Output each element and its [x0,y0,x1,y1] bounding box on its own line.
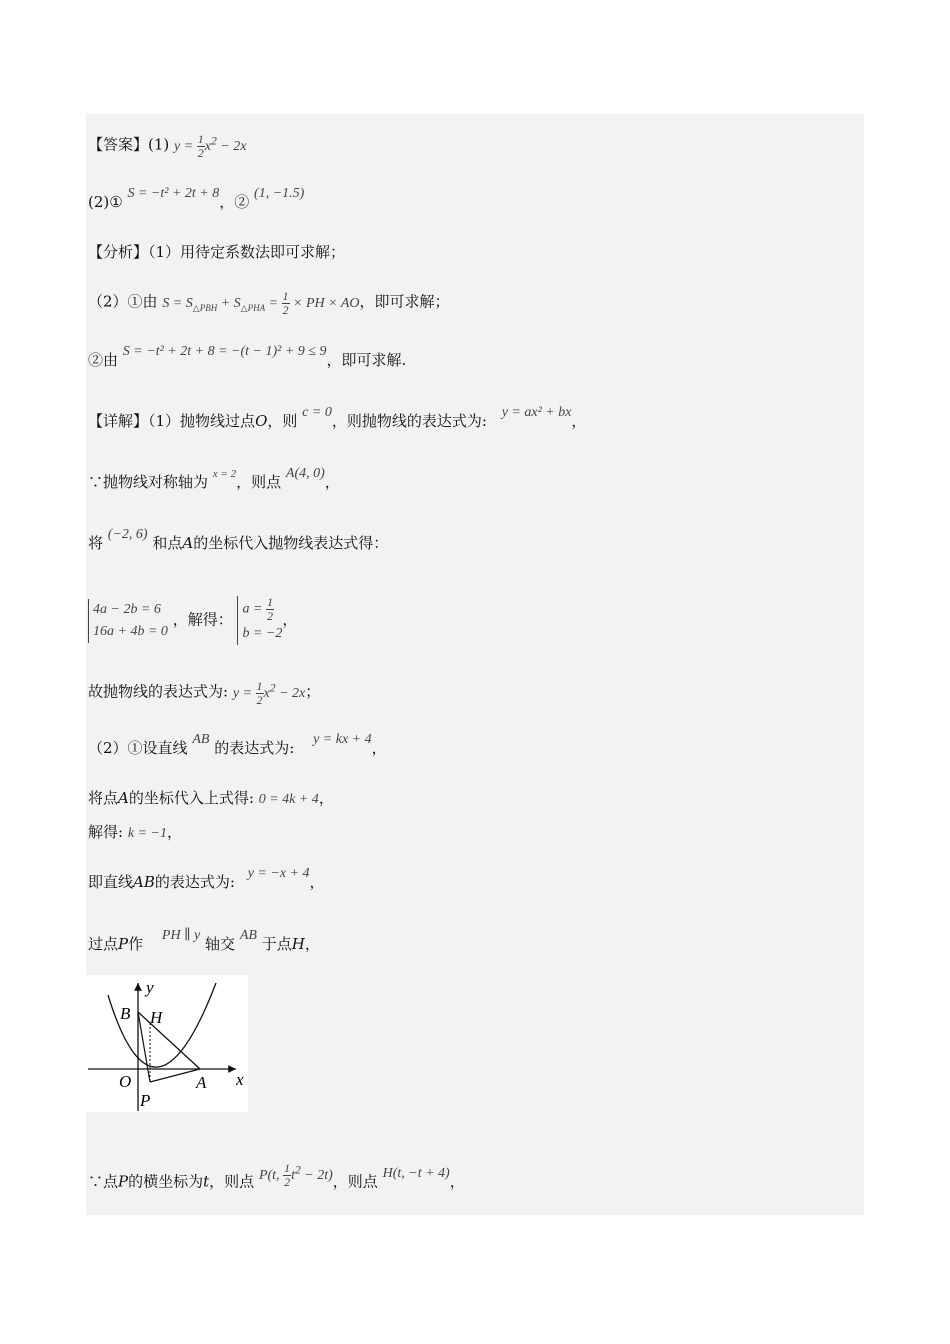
detail-line-7: 将点A的坐标代入上式得: 0 = 4k + 4， [88,789,334,807]
detail-line-10: 过点P作 PH ∥ y 轴交 AB 于点H， [88,928,320,953]
analysis-formula-2: S = −t² + 2t + 8 = −(t − 1)² + 9 ≤ 9 [122,344,327,359]
detail-label: 【详解】 [88,412,149,430]
answer-formula-3: (1, −1.5) [254,186,305,201]
label-y: y [146,978,154,997]
analysis-line-1: 【分析】（1）用待定系数法即可求解； [88,243,346,261]
line-ab [138,1012,200,1069]
answer-label: 【答案】 [88,135,149,154]
label-o: O [119,1072,132,1091]
label-b: B [120,1004,131,1023]
detail-line-6: （2）①设直线 AB 的表达式为: y = kx + 4， [88,732,387,757]
detail-line-9: 即直线AB的表达式为: y = −x + 4， [88,866,325,891]
label-p: P [140,1091,151,1110]
parabola-formula: y = $\frac{1}{2}$ $x^2 - 2x$ [232,678,306,707]
figure-svg [86,975,248,1112]
detail-line-11: ∵点P的横坐标为t，则点 P(t, $\frac{1}{2}$ $t^2 - 2t$)，则点 H(t, −t + 4)， [88,1160,465,1191]
parabola-figure [86,975,248,1112]
label-h: H [150,1008,163,1027]
label-x: x [236,1070,244,1089]
answer-line-2: (2)① S = −t² + 2t + 8，② (1, −1.5) [88,186,305,211]
segment-bp [138,1012,150,1082]
analysis-line-3: ②由 S = −t² + 2t + 8 = −(t − 1)² + 9 ≤ 9，即可求解. [88,344,407,369]
answer-formula-1: y = $\frac{1}{2}$ $x^2 - 2x$ [174,131,247,160]
equation-system-2: a = $\frac{1}{2}$ b = −2 [237,596,282,645]
detail-line-8: 解得: k = −1， [88,823,182,841]
analysis-label: 【分析】 [88,243,149,261]
answer-line-1: 【答案】(1) y = $\frac{1}{2}$ $x^2 - 2x$ [88,131,247,160]
analysis-line-2: （2）①由 $S = S_{\triangle PBH} + S_{\triangle PHA}$ = $\frac{1}{2}$ × PH × AO，即可求解； [88,289,450,317]
detail-line-1: 【详解】（1）抛物线过点O，则 c = 0，则抛物线的表达式为: y = ax² + bx， [88,405,587,430]
answer-formula-2: S = −t² + 2t + 8 [127,186,220,201]
equation-system-1: 4a − 2b = 6 16a + 4b = 0 [88,599,168,643]
point-p-formula: P(t, $\frac{1}{2}$ $t^2 - 2t$) [258,1160,333,1189]
analysis-formula-1: $S = S_{\triangle PBH} + S_{\triangle PHA}$ = $\frac{1}{2}$ × PH × AO [162,289,360,317]
detail-line-4: 4a − 2b = 6 16a + 4b = 0 ，解得： a = $\frac{1}{2}$ b = −2 ， [88,596,297,645]
detail-line-2: ∵抛物线对称轴为 $^{x = 2}$，则点 A(4, 0)， [88,466,340,491]
detail-line-5: 故抛物线的表达式为: y = $\frac{1}{2}$ $x^2 - 2x$； [88,678,321,707]
detail-line-3: 将 (−2, 6) 和点A的坐标代入抛物线表达式得： [88,527,389,552]
segment-pa [150,1069,200,1082]
label-a: A [196,1073,207,1092]
